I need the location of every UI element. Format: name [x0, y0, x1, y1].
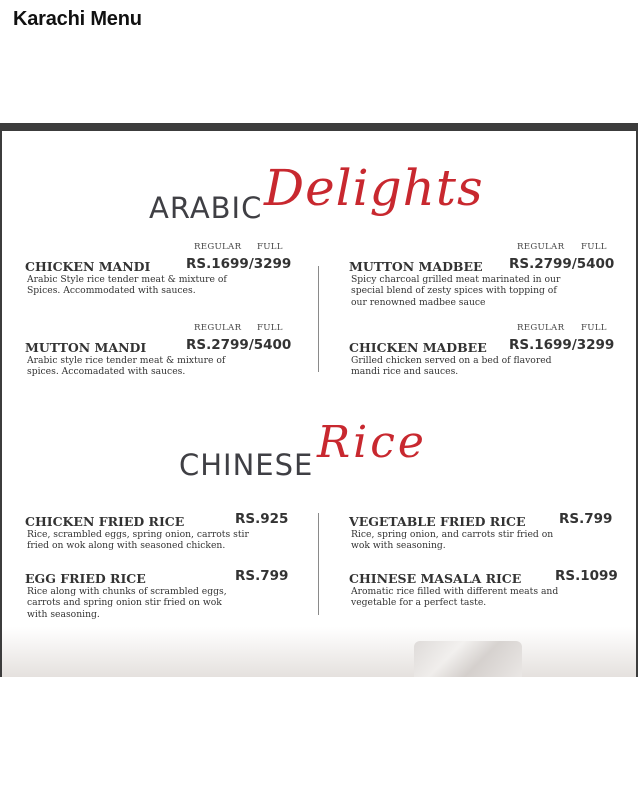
- item-description: Spicy charcoal grilled meat marinated in our special blend of zesty spices with topping of our renowned madbee sauce: [351, 274, 561, 308]
- item-name: MUTTON MANDI: [25, 340, 147, 355]
- item-description: Grilled chicken served on a bed of flavored mandi rice and sauces.: [351, 355, 552, 378]
- full-label: FULL: [581, 242, 607, 252]
- chinese-column-divider: [318, 513, 319, 615]
- item-price: RS.1099: [555, 568, 618, 584]
- item-name: CHINESE MASALA RICE: [349, 571, 522, 586]
- item-price: RS.1699/3299: [509, 337, 615, 353]
- regular-label: REGULAR: [517, 323, 565, 333]
- item-description: Rice, spring onion, and carrots stir fried on wok with seasoning.: [351, 529, 554, 552]
- arabic-heading-script: Delights: [264, 159, 484, 217]
- page-title: Karachi Menu: [13, 8, 142, 30]
- chinese-heading-print: CHINESE: [179, 448, 314, 482]
- item-price: RS.925: [235, 511, 289, 527]
- arabic-heading-print: ARABIC: [149, 191, 263, 225]
- item-name: MUTTON MADBEE: [349, 259, 483, 274]
- full-label: FULL: [257, 242, 283, 252]
- full-label: FULL: [257, 323, 283, 333]
- full-label: FULL: [581, 323, 607, 333]
- regular-label: REGULAR: [194, 242, 242, 252]
- item-name: VEGETABLE FRIED RICE: [349, 514, 526, 529]
- item-description: Aromatic rice filled with different meats and vegetable for a perfect taste.: [351, 586, 559, 609]
- item-price: RS.1699/3299: [186, 256, 292, 272]
- item-description: Rice, scrambled eggs, spring onion, carrots stir fried on wok along with seasoned chicken.: [27, 529, 249, 552]
- chinese-heading-script: Rice: [317, 417, 427, 468]
- item-name: CHICKEN MANDI: [25, 259, 151, 274]
- item-name: CHICKEN FRIED RICE: [25, 514, 185, 529]
- regular-label: REGULAR: [517, 242, 565, 252]
- item-price: RS.2799/5400: [186, 337, 292, 353]
- item-name: CHICKEN MADBEE: [349, 340, 487, 355]
- food-photo-fragment: [414, 641, 522, 677]
- item-description: Rice along with chunks of scrambled eggs, carrots and spring onion stir fried on wok with seasoning.: [27, 586, 227, 620]
- item-description: Arabic style rice tender meat & mixture of spices. Accomadated with sauces.: [27, 355, 226, 378]
- item-price: RS.799: [559, 511, 613, 527]
- item-description: Arabic Style rice tender meat & mixture of Spices. Accommodated with sauces.: [27, 274, 227, 297]
- arabic-column-divider: [318, 266, 319, 372]
- regular-label: REGULAR: [194, 323, 242, 333]
- menu-card-image: [0, 123, 638, 677]
- card-bottom-fade: [2, 627, 636, 677]
- item-price: RS.2799/5400: [509, 256, 615, 272]
- item-price: RS.799: [235, 568, 289, 584]
- item-name: EGG FRIED RICE: [25, 571, 146, 586]
